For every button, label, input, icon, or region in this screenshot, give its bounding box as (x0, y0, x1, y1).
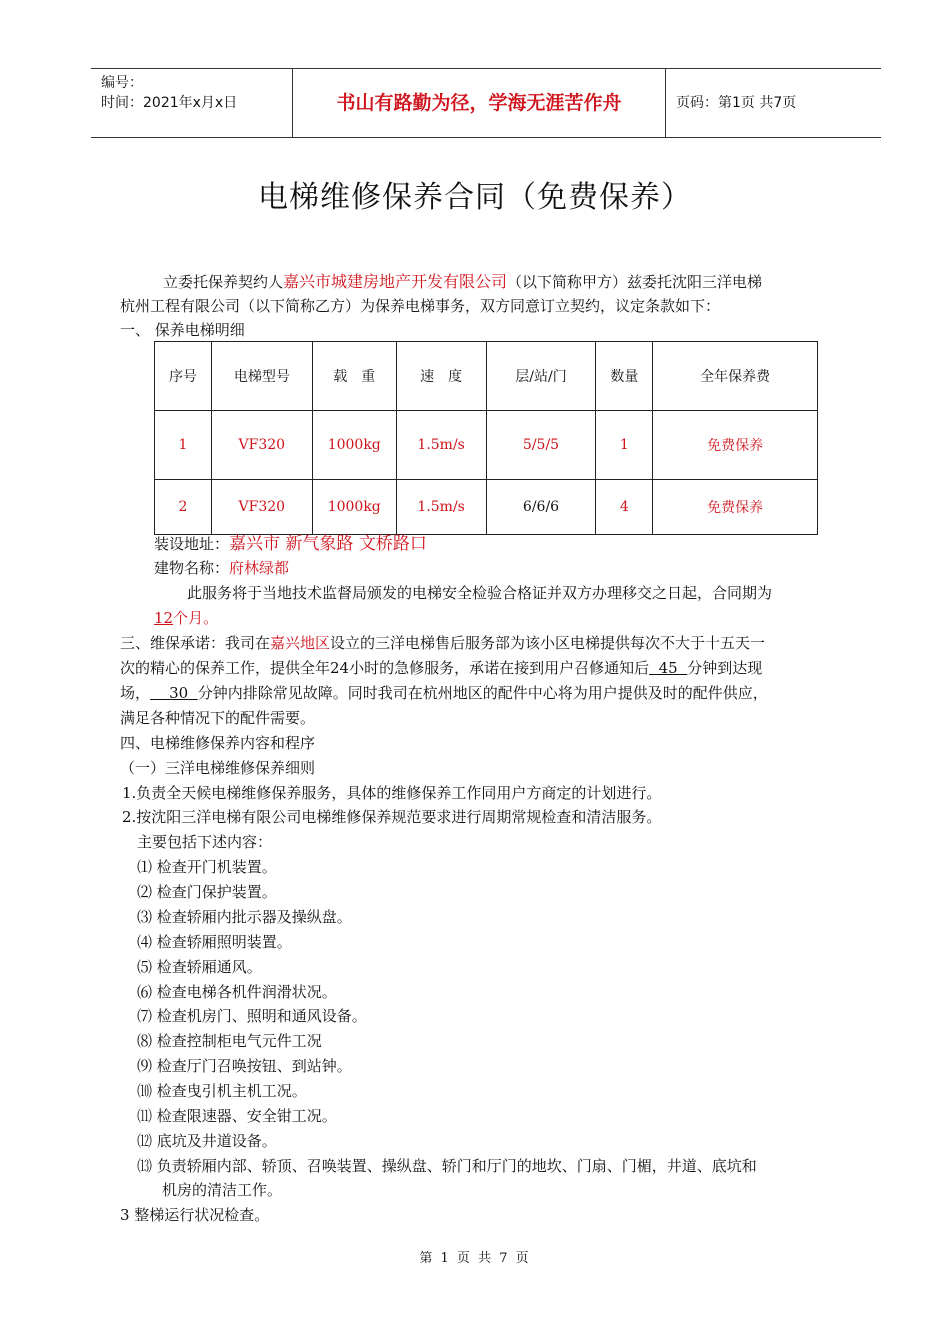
period-unit: 个月。 (173, 609, 219, 627)
install-address (154, 532, 427, 556)
period-months: 12 (154, 609, 174, 627)
table-cell: 4 (596, 480, 653, 535)
check-item: ⑸ 检查轿厢通风。 (137, 958, 262, 976)
period-line2 (154, 606, 218, 630)
fix-minutes: 30 (150, 684, 198, 702)
section1-heading: 一、 保养电梯明细 (120, 321, 245, 339)
check-item: ⑽ 检查曳引机主机工况。 (137, 1082, 307, 1100)
section3-text: 分钟到达现 (687, 659, 763, 677)
section3-line2 (120, 656, 762, 680)
check-item: ⑵ 检查门保护装置。 (137, 883, 277, 901)
table-cell: 1 (596, 411, 653, 480)
table-row (155, 411, 818, 480)
check-item: ⒀ 负责轿厢内部、轿顶、召唤装置、操纵盘、轿门和厅门的地坎、门扇、门楣，井道、底坑和 (137, 1157, 757, 1175)
table-cell: VF320 (211, 411, 312, 480)
elevator-table (154, 341, 818, 535)
service-region: 嘉兴地区 (270, 634, 331, 652)
table-header: 数量 (596, 342, 653, 411)
building-label: 建物名称： (154, 559, 230, 577)
building-value: 府林绿都 (229, 559, 290, 577)
check-item: ⑿ 底坑及井道设备。 (137, 1132, 277, 1150)
check-item: ⑺ 检查机房门、照明和通风设备。 (137, 1007, 367, 1025)
table-header: 层/站/门 (486, 342, 596, 411)
address-value: 嘉兴市 新气象路 文桥路口 (229, 534, 427, 554)
section3-text: 分钟内排除常见故障。同时我司在杭州地区的配件中心将为用户提供及时的配件供应， (197, 684, 768, 702)
section3-text: 三、维保承诺：我司在 (120, 634, 271, 652)
table-cell: 1.5m/s (396, 411, 486, 480)
address-label: 装设地址： (154, 535, 230, 553)
table-header: 全年保养费 (653, 342, 818, 411)
table-cell: 免费保养 (653, 480, 818, 535)
section4-item1: 1.负责全天候电梯维修保养服务，具体的维修保养工作同用户方商定的计划进行。 (122, 784, 662, 802)
section3-text: 设立的三洋电梯售后服务部为该小区电梯提供每次不大于十五天一 (330, 634, 766, 652)
table-cell: 免费保养 (653, 411, 818, 480)
section3-text: 场， (120, 684, 151, 702)
table-cell: 1.5m/s (396, 480, 486, 535)
check-item: ⑶ 检查轿厢内批示器及操纵盘。 (137, 908, 352, 926)
table-cell: 1 (155, 411, 212, 480)
section4-heading: 四、电梯维修保养内容和程序 (120, 734, 316, 752)
table-cell: 6/6/6 (486, 480, 596, 535)
page-footer: 第 1 页 共 7 页 (419, 1251, 531, 1266)
main-content-label: 主要包括下述内容： (137, 833, 273, 851)
header-motto: 书山有路勤为径，学海无涯苦作舟 (336, 92, 622, 114)
section3-line4: 满足各种情况下的配件需要。 (120, 709, 316, 727)
table-cell: 1000kg (312, 480, 396, 535)
check-item: ⑷ 检查轿厢照明装置。 (137, 933, 292, 951)
header-meta (91, 69, 291, 137)
check-item-continued: 机房的清洁工作。 (162, 1181, 283, 1199)
table-cell: 5/5/5 (486, 411, 596, 480)
section3-line3 (120, 681, 768, 705)
intro-text: （以下简称甲方）兹委托沈阳三洋电梯 (507, 273, 763, 291)
intro-line2: 杭州工程有限公司（以下简称乙方）为保养电梯事务，双方同意订立契约，议定条款如下： (120, 297, 721, 315)
table-cell: 1000kg (312, 411, 396, 480)
table-cell: 2 (155, 480, 212, 535)
section4-item2: 2.按沈阳三洋电梯有限公司电梯维修保养规范要求进行周期常规检查和清洁服务。 (122, 808, 662, 826)
check-item: ⑼ 检查厅门召唤按钮、到站钟。 (137, 1057, 352, 1075)
party-a-name: 嘉兴市城建房地产开发有限公司 (283, 272, 508, 291)
header-page: 页码：第1页 共7页 (676, 95, 797, 111)
building-name (154, 556, 289, 580)
section4-item3: 3 整梯运行状况检查。 (120, 1206, 270, 1224)
period-line1: 此服务将于当地技术监督局颁发的电梯安全检验合格证并双方办理移交之日起，合同期为 (187, 584, 773, 602)
section3-text: 次的精心的保养工作，提供全年24小时的急修服务，承诺在接到用户召修通知后 (120, 659, 650, 677)
header-time: 时间：2021年x月x日 (101, 95, 238, 111)
table-cell: VF320 (211, 480, 312, 535)
table-header: 序号 (155, 342, 212, 411)
header-number: 编号： (101, 75, 143, 91)
check-item: ⑹ 检查电梯各机件润滑状况。 (137, 983, 337, 1001)
page-header (91, 68, 881, 138)
section3-line1 (120, 631, 765, 655)
check-item: ⑴ 检查开门机装置。 (137, 858, 277, 876)
arrival-minutes: 45 (649, 659, 688, 677)
table-header: 速 度 (396, 342, 486, 411)
intro-line1 (163, 270, 762, 294)
check-item: ⑻ 检查控制柜电气元件工况 (137, 1032, 322, 1050)
table-header: 电梯型号 (211, 342, 312, 411)
document-title: 电梯维修保养合同（免费保养） (258, 180, 692, 215)
table-header: 载 重 (312, 342, 396, 411)
table-header-row (155, 342, 818, 411)
table-row (155, 480, 818, 535)
check-item: ⑾ 检查限速器、安全钳工况。 (137, 1107, 337, 1125)
intro-text: 立委托保养契约人 (163, 273, 284, 291)
section4-sub1: （一）三洋电梯维修保养细则 (120, 759, 316, 777)
